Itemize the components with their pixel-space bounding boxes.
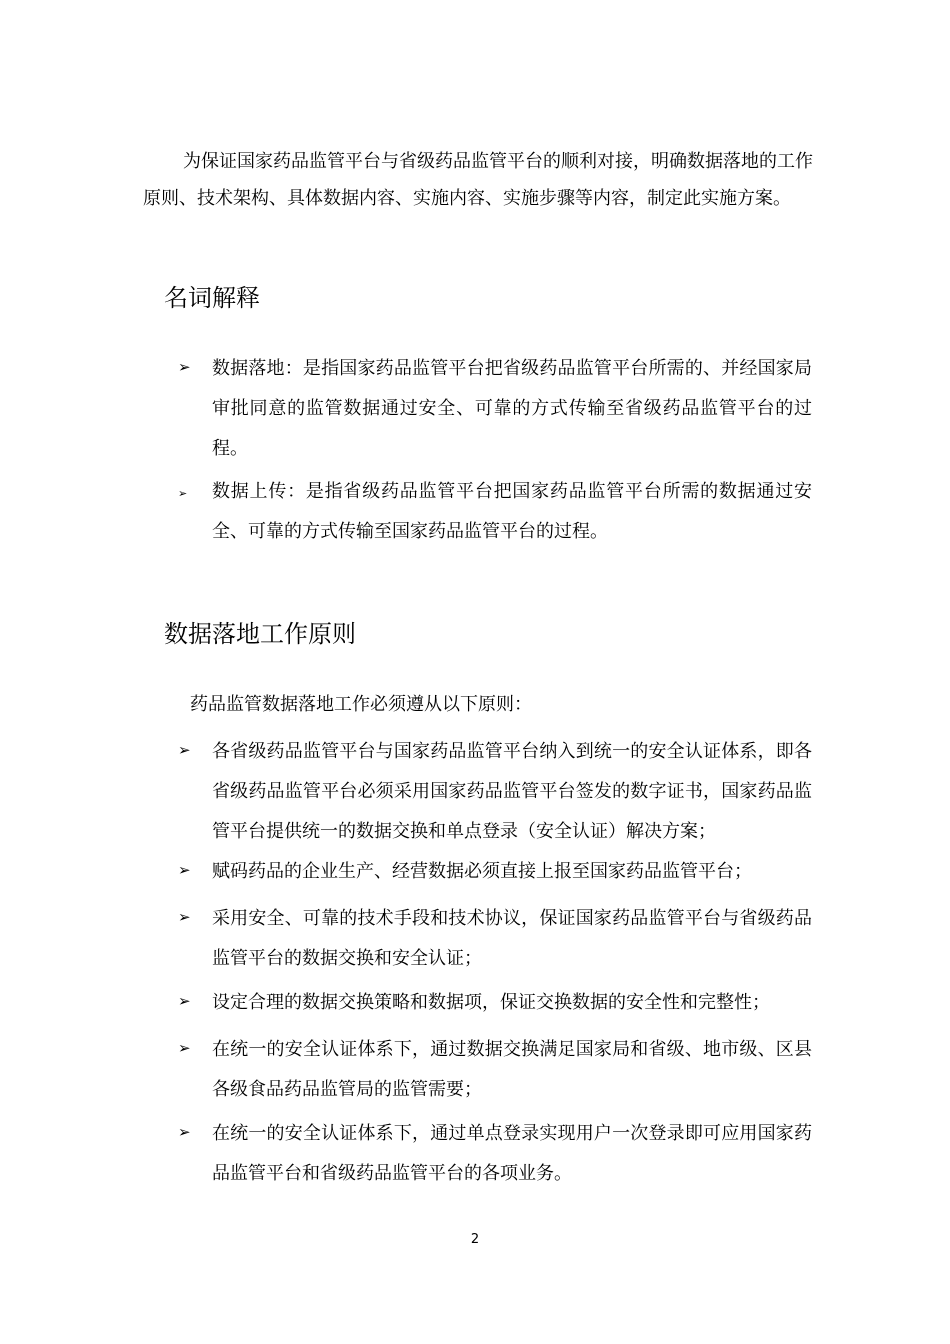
bullet-arrow-icon: ➢ <box>178 908 191 926</box>
list-item-text: 数据落地：是指国家药品监管平台把省级药品监管平台所需的、并经国家局审批同意的监管数据通过安全、可靠的方式传输至省级药品监管平台的过程。 <box>212 358 812 459</box>
bullet-arrow-icon: ➢ <box>178 741 191 759</box>
bullet-arrow-icon: ➢ <box>178 1039 191 1057</box>
bullet-arrow-icon: ➢ <box>178 1123 191 1141</box>
page-number: 2 <box>470 1232 480 1247</box>
bullet-arrow-icon: ➢ <box>178 992 191 1010</box>
list-item-text: 在统一的安全认证体系下，通过单点登录实现用户一次登录即可应用国家药品监管平台和省级药品监管平台的各项业务。 <box>212 1123 812 1184</box>
bullet-arrow-icon: ➢ <box>178 358 191 376</box>
principles-lead: 药品监管数据落地工作必须遵从以下原则： <box>190 694 532 715</box>
list-item-text: 设定合理的数据交换策略和数据项，保证交换数据的安全性和完整性； <box>212 992 770 1013</box>
list-item-text: 在统一的安全认证体系下，通过数据交换满足国家局和省级、地市级、区县各级食品药品监管局的监管需要； <box>212 1039 812 1100</box>
bullet-arrow-icon: ➢ <box>178 861 191 879</box>
list-item-text: 各省级药品监管平台与国家药品监管平台纳入到统一的安全认证体系，即各省级药品监管平台必须采用国家药品监管平台签发的数字证书，国家药品监管平台提供统一的数据交换和单点登录（安全认证）解决方案； <box>212 741 812 842</box>
section-heading-terms: 名词解释 <box>164 284 260 312</box>
intro-paragraph: 为保证国家药品监管平台与省级药品监管平台的顺利对接，明确数据落地的工作原则、技术架构、具体数据内容、实施内容、实施步骤等内容，制定此实施方案。 <box>143 151 813 209</box>
section-heading-principles: 数据落地工作原则 <box>164 620 356 648</box>
list-item-text: 采用安全、可靠的技术手段和技术协议，保证国家药品监管平台与省级药品监管平台的数据交换和安全认证； <box>212 908 812 969</box>
list-item-text: 赋码药品的企业生产、经营数据必须直接上报至国家药品监管平台； <box>212 861 752 882</box>
bullet-arrow-icon: ➢ <box>178 487 188 500</box>
list-item-text: 数据上传：是指省级药品监管平台把国家药品监管平台所需的数据通过安全、可靠的方式传输至国家药品监管平台的过程。 <box>212 481 812 542</box>
